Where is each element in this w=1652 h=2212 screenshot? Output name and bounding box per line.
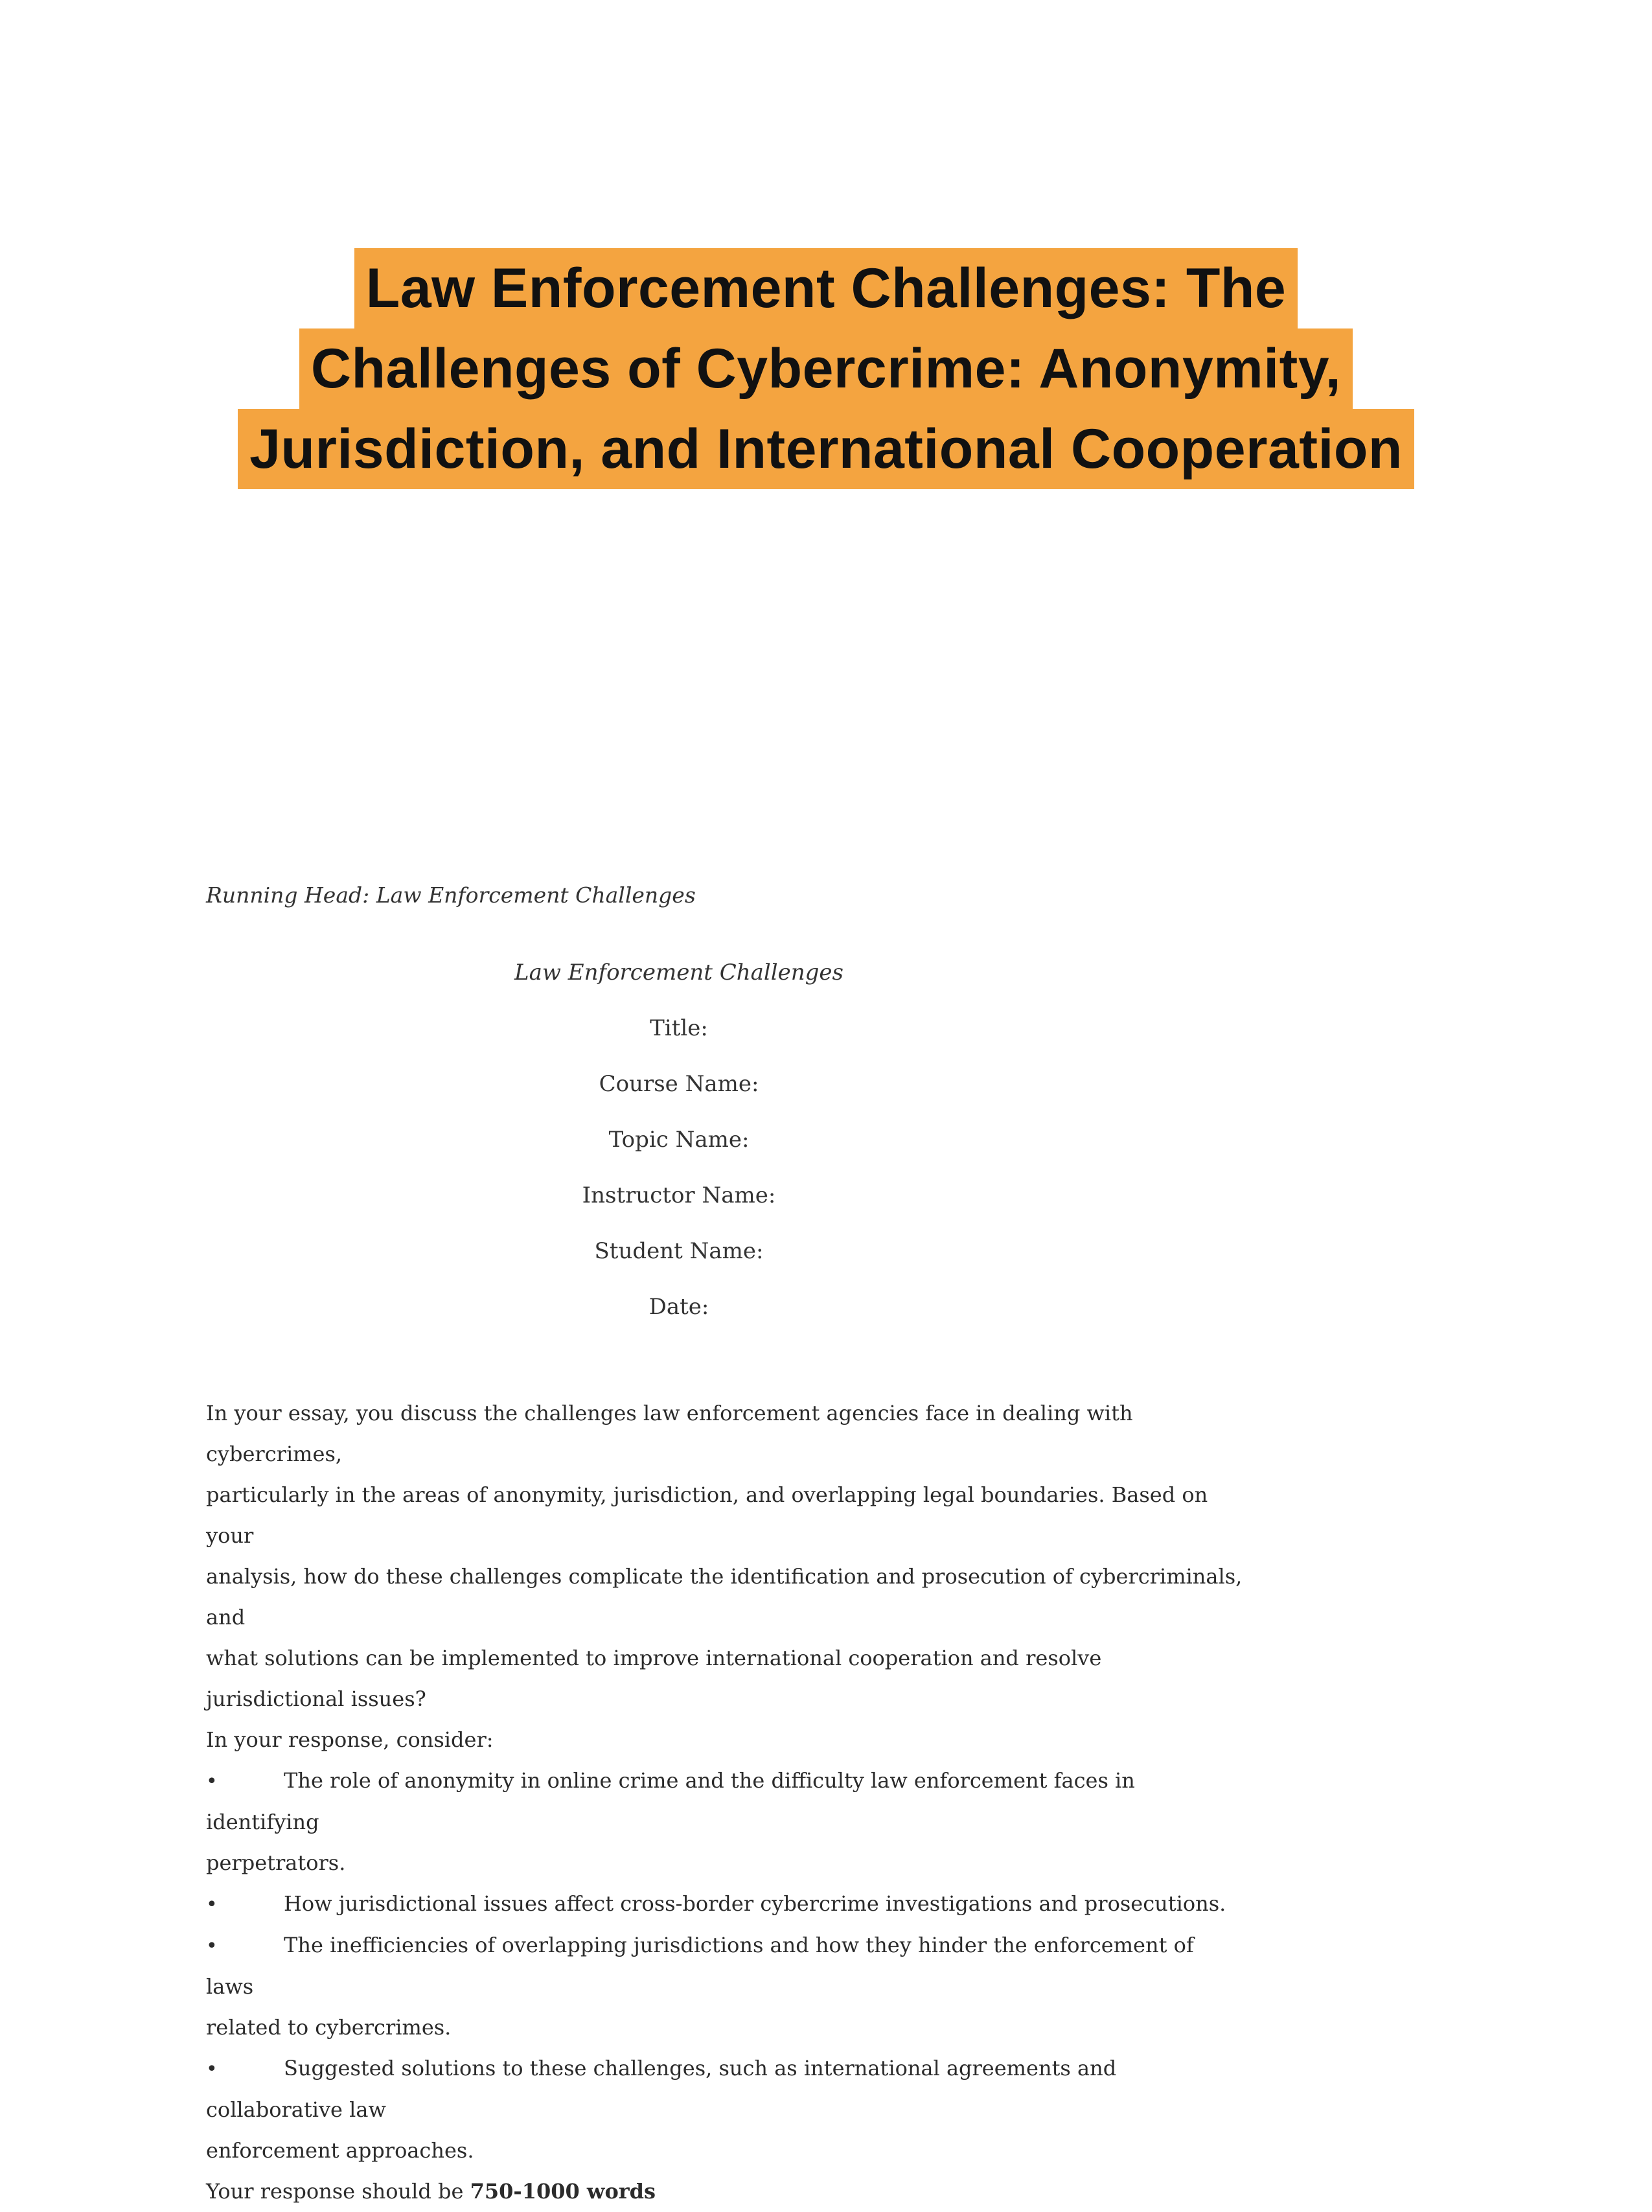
bullet-icon xyxy=(206,1925,284,1966)
document-title xyxy=(0,248,1652,489)
bullet-item: •Suggested solutions to these challenges, such as international agreements and collaborative law xyxy=(206,2048,1243,2130)
bullet-item: •How jurisdictional issues affect cross-border cybercrime investigations and prosecutions. xyxy=(206,1884,1243,1925)
length-requirement: Your response should be 750-1000 words xyxy=(206,2179,656,2204)
scanned-assignment-image xyxy=(206,868,1243,2204)
prompt-line: particularly in the areas of anonymity, jurisdiction, and overlapping legal boundaries. Based on your xyxy=(206,1482,1208,1548)
prompt-line: what solutions can be implemented to improve international cooperation and resolve jurisdictional issues? xyxy=(206,1646,1102,1711)
prompt-line: analysis, how do these challenges complicate the identification and prosecution of cybercriminals, and xyxy=(206,1564,1243,1630)
essay-prompt xyxy=(206,1393,1243,2212)
word-count-requirement: 750-1000 words xyxy=(470,2179,656,2204)
bullet-continuation: related to cybercrimes. xyxy=(206,2015,452,2040)
bullet-icon xyxy=(206,1884,284,1925)
title-line-2: Challenges of Cybercrime: Anonymity, xyxy=(0,328,1652,409)
field-title: Title: xyxy=(650,1015,708,1041)
field-student-name: Student Name: xyxy=(594,1238,764,1264)
prompt-line: In your response, consider: xyxy=(206,1727,494,1752)
title-line-3: Jurisdiction, and International Cooperation xyxy=(0,409,1652,489)
title-line-1: Law Enforcement Challenges: The xyxy=(0,248,1652,328)
cover-page-fields xyxy=(206,959,1152,1349)
field-course-name: Course Name: xyxy=(599,1071,759,1097)
prompt-line: In your essay, you discuss the challenges law enforcement agencies face in dealing with cybercrimes, xyxy=(206,1401,1133,1466)
field-instructor-name: Instructor Name: xyxy=(582,1182,776,1208)
bullet-item: •The inefficiencies of overlapping jurisdictions and how they hinder the enforcement of laws xyxy=(206,1925,1243,2007)
bullet-continuation: enforcement approaches. xyxy=(206,2138,474,2163)
field-date: Date: xyxy=(648,1294,709,1320)
cover-title: Law Enforcement Challenges xyxy=(514,960,843,985)
field-topic-name: Topic Name: xyxy=(608,1127,750,1153)
bullet-icon xyxy=(206,2048,284,2090)
bullet-icon xyxy=(206,1760,284,1802)
running-head: Running Head: Law Enforcement Challenges xyxy=(206,882,696,908)
bullet-item: •The role of anonymity in online crime and the difficulty law enforcement faces in identifying xyxy=(206,1760,1243,1843)
bullet-continuation: perpetrators. xyxy=(206,1850,346,1875)
